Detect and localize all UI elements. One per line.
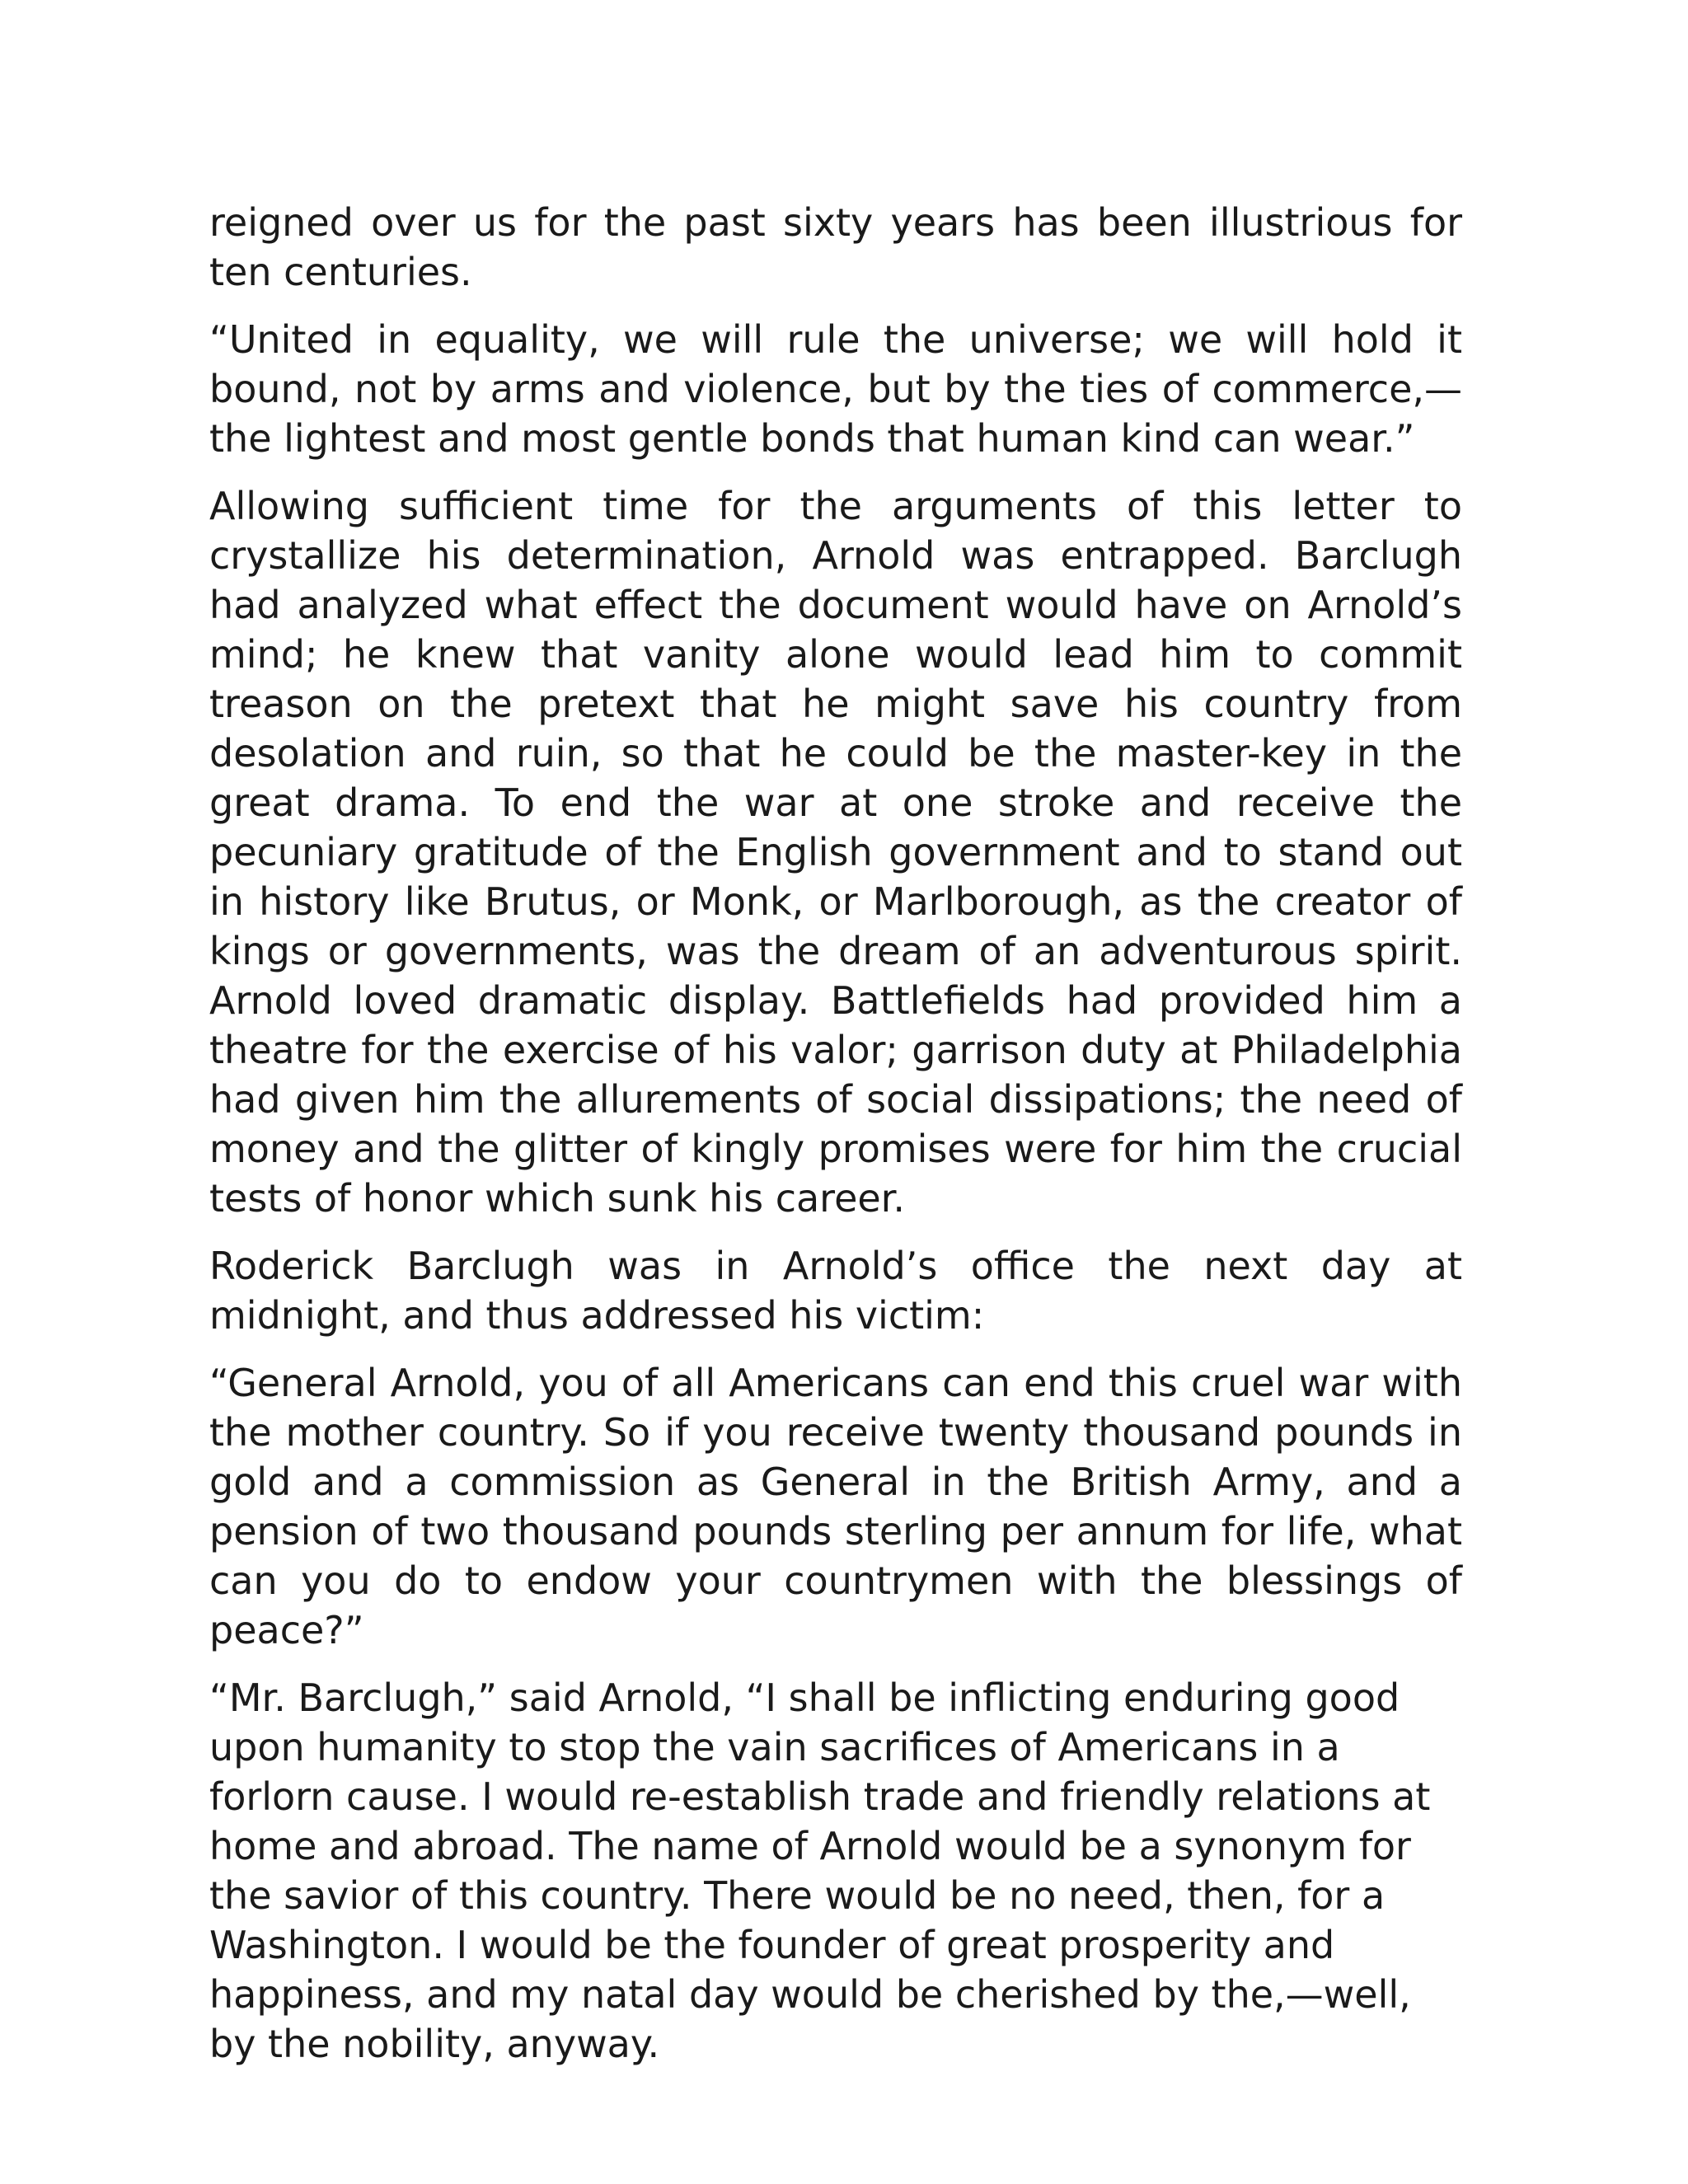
paragraph-continuation: reigned over us for the past sixty years has been illustrious for ten centuries. [209, 200, 1462, 294]
paragraph-arnold-reply: “Mr. Barclugh,” said Arnold, “I shall be inflicting enduring good upon humanity to stop the vain sacrifices of Americans in a forlorn cause. I would re-establish trade and friendly relations at home and abroad. The name of Arnold would be a synonym for the savior of this country. There would be no need, then, for a Washington. I would be the founder of great prosperity and happiness, and my natal day would be cherished by the,—well, by the nobility, anyway. [209, 1675, 1431, 2066]
paragraph-barclugh-speech: “General Arnold, you of all Americans can end this cruel war with the mother country. So if you receive twenty thousand pounds in gold and a commission as General in the British Army, and a pension of two thousand pounds sterling per annum for life, what can you do to endow your countrymen with the blessings of peace?” [209, 1361, 1462, 1652]
paragraph-narrative: Allowing sufficient time for the arguments of this letter to crystallize his determination, Arnold was entrapped. Barclugh had analyzed what effect the document would have on Arnold’s mind; he knew that vanity alone would lead him to commit treason on the pretext that he might save his country from desolation and ruin, so that he could be the master-key in the great drama. To end the war at one stroke and receive the pecuniary gratitude of the English government and to stand out in history like Brutus, or Monk, or Marlborough, as the creator of kings or governments, was the dream of an adventurous spirit. Arnold loved dramatic display. Battlefields had provided him a theatre for the exercise of his valor; garrison duty at Philadelphia had given him the allurements of social dissipations; the need of money and the glitter of kingly promises were for him the crucial tests of honor which sunk his career. [209, 484, 1462, 1221]
body-text [209, 198, 1462, 2087]
paragraph-barclugh-visit: Roderick Barclugh was in Arnold’s office the next day at midnight, and thus addressed his victim: [209, 1244, 1462, 1338]
paragraph-letter-quote: “United in equality, we will rule the universe; we will hold it bound, not by arms and violence, but by the ties of commerce,—the lightest and most gentle bonds that human kind can wear.” [209, 317, 1462, 461]
